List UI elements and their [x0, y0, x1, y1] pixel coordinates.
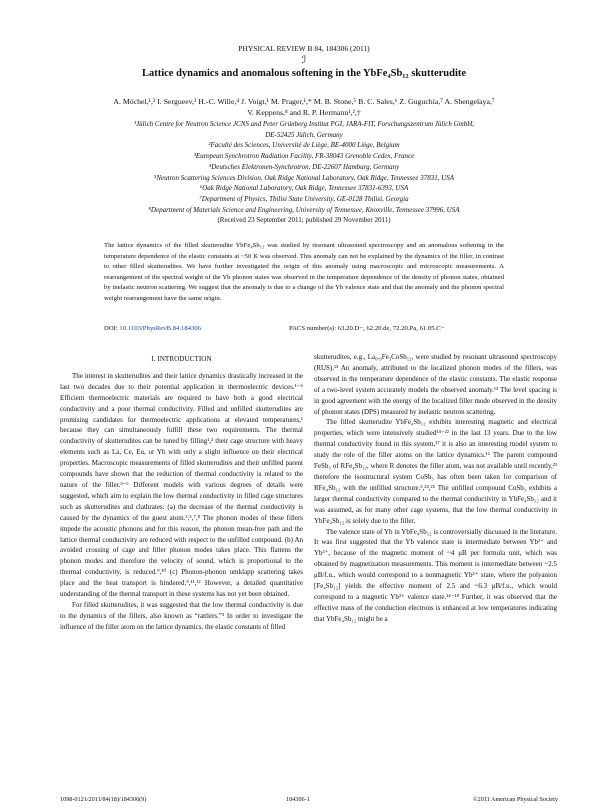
affiliation: ³European Synchrotron Radiation Facility, FR-38043 Grenoble Cedex, France — [193, 152, 415, 161]
page-footer — [60, 796, 558, 803]
affiliation: DE-52425 Jülich, Germany — [265, 130, 343, 139]
footer-issn: 1098-0121/2011/84(18)/184306(9) — [60, 796, 147, 803]
doi-label: DOI: — [104, 325, 118, 332]
left-column — [60, 354, 303, 633]
pacs-numbers: PACS number(s): 63.20.D−, 62.20.de, 72.20.Pa, 61.05.C− — [289, 325, 445, 332]
affiliation: ⁶Oak Ridge National Laboratory, Oak Ridge, Tennessee 37831-6393, USA — [199, 184, 409, 193]
paragraph: The filled skutterudite YbFe₄Sb₁₂ exhibits interesting magnetic and electrical properties, which were intensively studied¹⁴⁻²² in the last 13 years. Due to the low thermal conductivity found in this system,¹⁷ it is also an interesting model system to study the role of the filler atoms on the lattice dynamics.¹² The parent compound FeSb₃ of RFe₄Sb₁₂, where R denotes the filler atom, was not available until recently,²³ therefore the isostructural system CoSb₃ has often been taken for comparison of RFe₄Sb₁₂ with the unfilled structure.³,²⁴,²⁵ The unfilled compound CoSb₃ exhibits a larger thermal conductivity compared to the thermal conductivity in YbFe₄Sb₁₂ and it was assumed, as for many other cage systems, that the low thermal conductivity in YbFe₄Sb₁₂ is solely due to the filler. — [314, 418, 557, 525]
doi-pacs-line — [104, 325, 504, 332]
paragraph: For filled skutterudites, it was suggested that the low thermal conductivity is due to the dynamics of the fillers, also known as “rattlers.”³ In order to investigate the influence of the filler atom on the lattice dynamics, the elastic constants of filled — [60, 600, 303, 631]
affiliation: ⁸Department of Materials Science and Engineering, University of Tennessee, Knoxville, Tennessee 37996, USA — [148, 205, 460, 214]
affiliation: ⁵Neutron Scattering Sciences Division, Oak Ridge National Laboratory, Oak Ridge, Tennessee 37831, USA — [153, 173, 455, 182]
received-dates: (Received 23 September 2011; published 29 November 2011) — [217, 216, 391, 225]
section-heading: I. INTRODUCTION — [151, 355, 212, 363]
author-line-2: V. Keppens,⁸ and R. P. Hermann¹,²,† — [247, 108, 361, 117]
affiliation: ⁷Department of Physics, Tbilisi State University, GE-0128 Tbilisi, Georgia — [199, 194, 409, 203]
affiliation: ²Faculté des Sciences, Université de Liège, BE-4000 Liège, Belgium — [208, 141, 400, 150]
paragraph: The interest in skutterudites and their lattice dynamics drastically increased in the last two decades due to their potential application in thermoelectric devices.¹⁻⁶ Efficient thermoelectric materials are required to have both a good electrical conductivity and a poor thermal conductivity. Filled and unfilled skutterudites are promising candidates for thermoelectric applications at elevated temperatures,¹ because they can simultaneously fulfill these two requirements. The thermal conductivity of skutterudites can be tuned by filling¹,² their cage structure with heavy elements such as La, Ce, Eu, or Yb with only a slight influence on their electrical properties. Macroscopic measurements of filled skutterudites and their unfilled parent compounds have shown that the reduction of thermal conductivity is related to the nature of the filler.³⁻⁶ Different models with various degrees of details were suggested, which aim to explain the low thermal conductivity in filled cage structures such as skutterudites and clathrates: (a) the decrease of the thermal conductivity is caused by the dynamics of the guest atom.³,⁵,⁷,⁸ The phonon modes of these fillers impede the acoustic phonons and for this reason, the phonon mean-free path and the lattice thermal conductivity are reduced with respect to the unfilled compound. (b) An avoided crossing of cage and filler phonon modes takes place. This flattens the phonon modes and therefore the velocity of sound, which is proportional to the thermal conductivity, is reduced.⁹,¹⁰ (c) Phonon-phonon umklapp scattering takes place and the heat transport is hindered.⁹,¹¹,¹² However, a detailed quantitative understanding of the thermal transport in these systems has not yet been obtained. — [60, 371, 303, 599]
paragraph: skutterudites, e.g., La₀.₉Fe₃CoSb₁₂, were studied by resonant ultrasound spectroscopy (RUS).¹³ An anomaly, attributed to the localized phonon modes of the fillers, was observed in the temperature dependence of the elastic constants. The elastic response of a two-level system accurately models the observed anomaly.¹³ The level spacing is in good agreement with the energy of the localized filler mode observed in the density of phonon states (DPS) measured by inelastic neutron scattering. — [314, 353, 557, 416]
affiliation: ⁴Deutsches Elektronen-Synchrotron, DE-22607 Hamburg, Germany — [208, 162, 400, 171]
copyright: ©2011 American Physical Society — [472, 796, 558, 803]
doi-link[interactable]: 10.1103/PhysRevB.84.184306 — [119, 325, 202, 332]
paper-title: Lattice dynamics and anomalous softening in the YbFe₄Sb₁₂ skutterudite — [141, 68, 467, 79]
page-number: 184306-1 — [286, 796, 310, 803]
paragraph: The valence state of Yb in YbFe₄Sb₁₂ is controversially discussed in the literature. It was first suggested that the Yb valence state is intermediate between Yb²⁺ and Yb³⁺, because of the magnetic moment of ~4 μB per formula unit, which was obtained by magnetization measurements. This moment is intermediate between ~2.5 μB/f.u., which would correspond to a nonmagnetic Yb²⁺ state, where the polyanion [Fe₄Sb₁₂] yields the effective moment of 2.5 and ~6.3 μB/f.u., which would correspond to a magnetic Yb³⁺ valence state.¹⁴⁻¹⁸ Further, it was observed that the effective mass of the conduction electrons is enhanced at low temperatures indicating that YbFe₄Sb₁₂ might be a — [314, 527, 557, 623]
author-list — [40, 96, 568, 118]
author-line-1: A. Möchel,¹,² I. Sergueev,³ H.-C. Wille,⁴ J. Voigt,¹ M. Prager,¹,* M. B. Stone,⁵ B. C. Sales,⁶ Z. Guguchia,⁷ A. Shengelaya,⁷ — [113, 97, 495, 106]
journal-header: PHYSICAL REVIEW B 84, 184306 (2011) — [238, 44, 370, 53]
affiliation: ¹Jülich Centre for Neutron Science JCNS and Peter Grünberg Institut PGI, JARA-FIT, Forschungszentrum Jülich GmbH, — [133, 120, 475, 128]
right-column — [314, 352, 557, 625]
affiliations — [40, 119, 568, 226]
journal-logo-icon: ℐ — [301, 55, 307, 66]
abstract: The lattice dynamics of the filled skutterudite YbFe₄Sb₁₂ was studied by resonant ultrasound spectroscopy and an anomalous softening in the temperature dependence of the elastic constants at ~50 K was observed. This anomaly can not be explained by the dynamics of the filler, in contrast to other filled skutterudites. We have further investigated the origin of this anomaly using macroscopic and microscopic measurements. A rearrangement of the spectral weight of the Yb phonon states was observed in the temperature dependence of the density of phonon states, obtained by inelastic neutron scattering. We suggest that the anomaly is due to a change of the Yb valence state and that the anomaly and the phonon spectral weight rearrangement have the same origin. — [104, 242, 504, 302]
